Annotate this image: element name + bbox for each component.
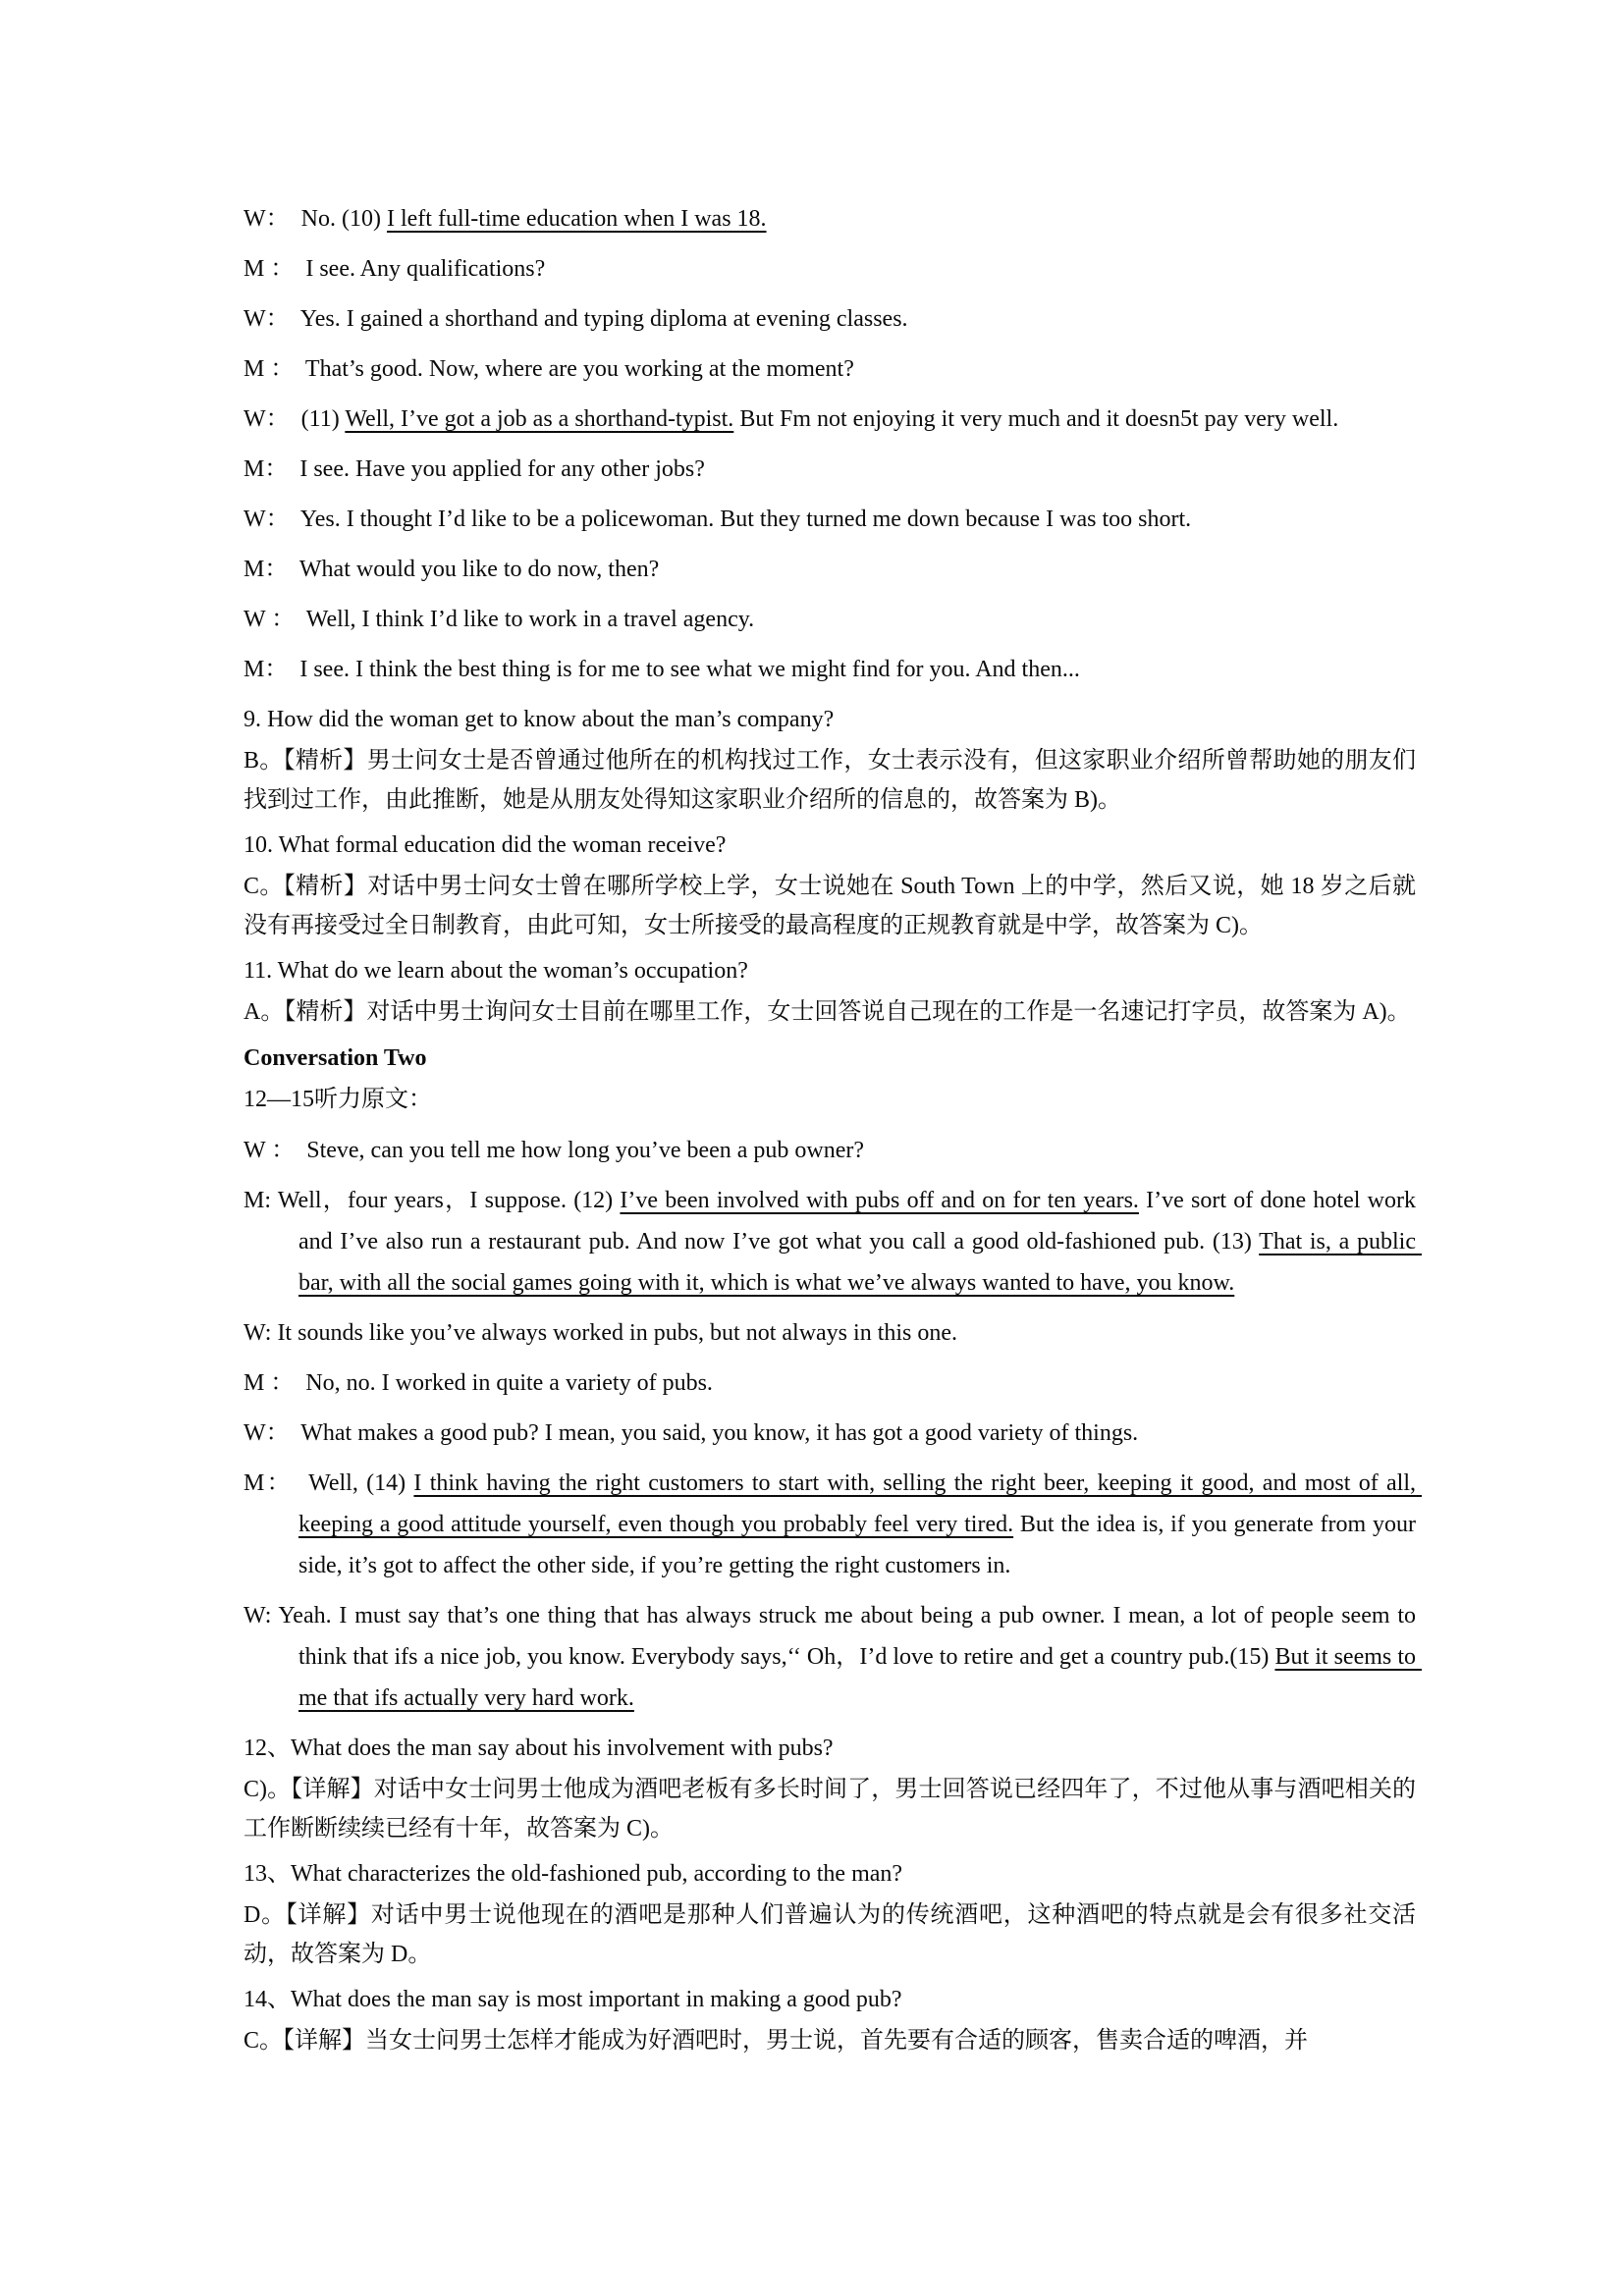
dialogue-line <box>244 549 1416 590</box>
dialogue-line <box>244 248 1416 290</box>
dialogue-text: Well, I think I’d like to work in a travel agency. <box>305 607 755 632</box>
dialogue-text: No, no. I worked in quite a variety of pubs. <box>305 1370 713 1396</box>
dialogue-text: Yeah. I must say that’s one thing that has always struck me about being a pub owner. I mean, a lot of people seem to think that ifs a nice job, you know. Everybody says,‘‘ Oh，I’d love to retire and get a country pub.(15) But it seems to me that ifs actually very hard work. <box>278 1603 1422 1711</box>
transcript-label: 12—15听力原文： <box>244 1087 432 1112</box>
qa-block-conversation-one <box>244 699 1416 1032</box>
answer-explanation: C。【精析】对话中男士问女士曾在哪所学校上学，女士说她在 South Town 上的中学，然后又说，她 18 岁之后就没有再接受过全日制教育，由此可知，女士所接受的最高程度的正规教育就是中学，故答案为 C)。 <box>244 874 1416 938</box>
speaker-label: M ： <box>244 1370 306 1396</box>
dialogue-text: I see. Any qualifications? <box>305 256 546 282</box>
question-text: 9. How did the woman get to know about the man’s company? <box>244 707 835 732</box>
answer-explanation: C。【详解】当女士问男士怎样才能成为好酒吧时，男士说，首先要有合适的顾客，售卖合适的啤酒，并 <box>244 2028 1309 2054</box>
dialogue-line <box>244 1130 1416 1171</box>
question-text: 12、What does the man say about his involvement with pubs? <box>244 1735 834 1761</box>
speaker-label: M ： <box>244 256 306 282</box>
dialogue-line <box>244 1312 1416 1354</box>
dialogue-line <box>244 1362 1416 1404</box>
speaker-label: W ： <box>244 1138 307 1163</box>
dialogue-line <box>244 1413 1416 1454</box>
dialogue-text: What makes a good pub? I mean, you said, you know, it has got a good variety of things. <box>300 1420 1139 1446</box>
answer-explanation: D。【详解】对话中男士说他现在的酒吧是那种人们普遍认为的传统酒吧，这种酒吧的特点就是会有很多社交活动，故答案为 D。 <box>244 1902 1416 1967</box>
dialogue-line <box>244 298 1416 340</box>
dialogue-line <box>244 599 1416 640</box>
speaker-label: M ： <box>244 356 305 382</box>
speaker-label: W： <box>244 1420 301 1446</box>
dialogue-line <box>244 649 1416 690</box>
section-heading: Conversation Two <box>244 1045 427 1071</box>
dialogue-text: What would you like to do now, then? <box>298 557 660 582</box>
question-text: 11. What do we learn about the woman’s occupation? <box>244 958 748 984</box>
dialogue-text: (11) Well, I’ve got a job as a shorthand-typist. But Fm not enjoying it very much and it doesn5t pay very well. <box>300 406 1339 432</box>
speaker-label: M： <box>244 657 300 682</box>
dialogue-line <box>244 1463 1422 1586</box>
speaker-label: M： <box>244 557 299 582</box>
speaker-label: W： <box>244 206 301 232</box>
question-text: 10. What formal education did the woman receive? <box>244 832 727 858</box>
speaker-label: M： <box>244 456 300 482</box>
conversation-one-transcript <box>244 198 1416 690</box>
dialogue-line <box>244 449 1416 490</box>
dialogue-text: Yes. I thought I’d like to be a policewoman. But they turned me down because I was too short. <box>299 507 1192 532</box>
speaker-label: W: <box>244 1320 278 1346</box>
speaker-label: W: <box>244 1603 279 1629</box>
dialogue-line <box>244 499 1416 540</box>
dialogue-text: Well, (14) I think having the right customers to start with, selling the right beer, keeping it good, and most of all, keeping a good attitude yourself, even though you probably feel very tired. But the idea is, if you generate from your side, it’s got to affect the other side, if you’re getting the right customers in. <box>298 1470 1422 1578</box>
answer-explanation: C)。【详解】对话中女士问男士他成为酒吧老板有多长时间了，男士回答说已经四年了，不过他从事与酒吧相关的工作断断续续已经有十年，故答案为 C)。 <box>244 1777 1416 1842</box>
answer-explanation: B。【精析】男士问女士是否曾通过他所在的机构找过工作，女士表示没有，但这家职业介绍所曾帮助她的朋友们找到过工作，由此推断，她是从朋友处得知这家职业介绍所的信息的，故答案为 B)。 <box>244 748 1416 813</box>
dialogue-text: That’s good. Now, where are you working at the moment? <box>304 356 854 382</box>
qa-block-conversation-two <box>244 1728 1416 2060</box>
dialogue-text: I see. I think the best thing is for me to see what we might find for you. And then... <box>299 657 1080 682</box>
answer-explanation: A。【精析】对话中男士询问女士目前在哪里工作，女士回答说自己现在的工作是一名速记打字员，故答案为 A)。 <box>244 999 1411 1025</box>
dialogue-text: I see. Have you applied for any other jobs? <box>299 456 705 482</box>
question-text: 13、What characterizes the old-fashioned pub, according to the man? <box>244 1861 903 1887</box>
speaker-label: M： <box>244 1470 309 1496</box>
dialogue-text: Yes. I gained a shorthand and typing diploma at evening classes. <box>299 306 908 332</box>
speaker-label: W： <box>244 406 301 432</box>
speaker-label: W： <box>244 306 300 332</box>
dialogue-line <box>244 1595 1422 1719</box>
dialogue-text: No. (10) I left full-time education when I was 18. <box>300 206 767 232</box>
dialogue-text: Steve, can you tell me how long you’ve been a pub owner? <box>306 1138 865 1163</box>
dialogue-line <box>244 1180 1422 1304</box>
conversation-two-transcript <box>244 1130 1422 1719</box>
dialogue-line <box>244 399 1416 440</box>
dialogue-text: Well，four years，I suppose. (12) I’ve been involved with pubs off and on for ten years. I’ve sort of done hotel work and I’ve also run a restaurant pub. And now I’ve got what you call a good old-fashioned pub. (13) That is, a public bar, with all the social games going with it, which is what we’ve always wanted to have, you know. <box>277 1188 1422 1296</box>
dialogue-line <box>244 348 1416 390</box>
question-text: 14、What does the man say is most important in making a good pub? <box>244 1987 902 2012</box>
speaker-label: W： <box>244 507 300 532</box>
speaker-label: M: <box>244 1188 278 1213</box>
dialogue-text: It sounds like you’ve always worked in pubs, but not always in this one. <box>277 1320 958 1346</box>
speaker-label: W ： <box>244 607 306 632</box>
dialogue-line <box>244 198 1416 240</box>
